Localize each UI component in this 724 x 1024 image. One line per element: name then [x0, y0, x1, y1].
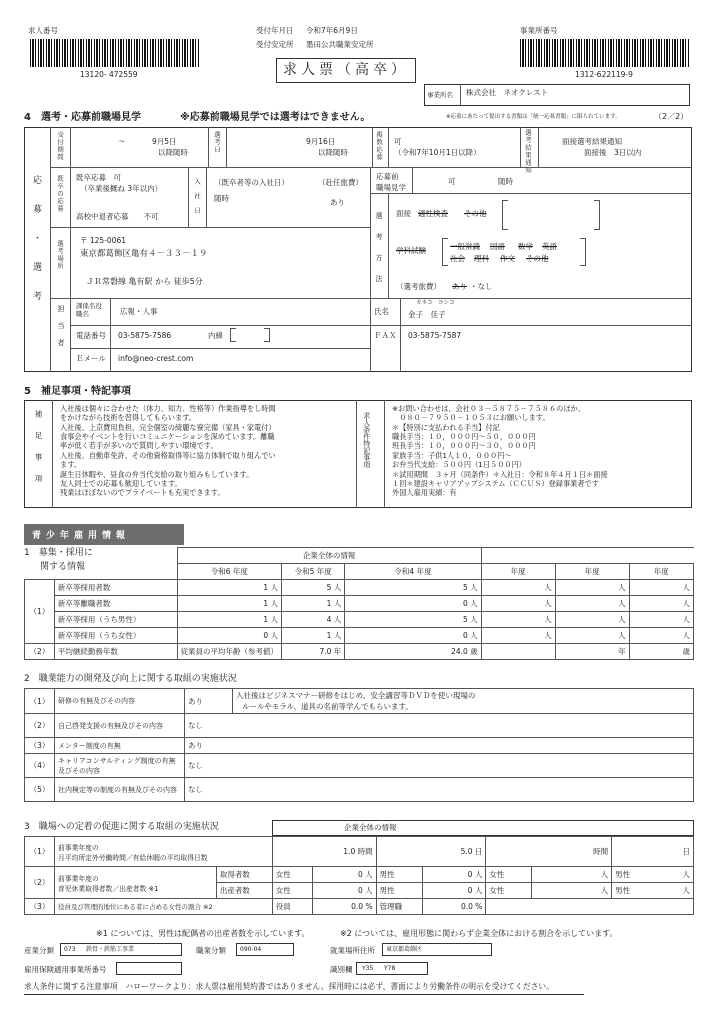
ind-code: 073 — [64, 946, 76, 953]
sel-date2: 以降随時 — [318, 148, 348, 157]
tel-label: 電話番号 — [76, 331, 106, 340]
join-label: 入社日 — [193, 178, 201, 222]
visit-label2: 職場見学 — [376, 183, 406, 192]
cell: 1 人 — [177, 580, 282, 596]
t1-title1: 1 募集・採用に — [24, 548, 93, 558]
access: ＪＲ常磐線 亀有駅 から 徒歩5分 — [86, 277, 203, 286]
name: 金子 佳子 — [408, 310, 446, 319]
cell: 人 — [555, 580, 629, 596]
s3-r2-label2: 育児休業取得者数／出産者数 — [57, 884, 147, 893]
retention-table — [24, 836, 694, 915]
s4-sub: ※応募前職場見学では選考はできません。 — [180, 112, 371, 123]
caution: 求人条件に関する注意事項 ハローワークより：求人票は雇用契約書ではありません。採用時には必ず、書面により労働条件の明示を受けてください。 — [24, 982, 555, 991]
year-5: 年度 — [629, 564, 693, 580]
multi2: （令和7年10月1日以降） — [394, 148, 481, 157]
hiring-table — [24, 547, 694, 660]
s5-mid: 求人条件特記事項 — [362, 412, 371, 468]
dept: 広報・人事 — [120, 307, 158, 316]
ext-label: 内線 — [208, 331, 223, 340]
ind-label: 産業分類 — [24, 946, 54, 955]
company-header: 企業全体の情報 — [177, 548, 481, 564]
table-row — [25, 612, 694, 628]
birth-male: 0 人 — [422, 883, 486, 899]
cell: 人 — [555, 628, 629, 644]
office: 墨田公共職業安定所 — [306, 40, 374, 49]
multi: 可 — [394, 137, 402, 146]
sel-date: 9月16日 — [306, 137, 336, 146]
table-row — [25, 580, 694, 596]
row-label: 新卒等採用（うち女性） — [54, 628, 177, 644]
m-fit: 適性検査 — [418, 209, 448, 218]
male: 男性 — [376, 883, 422, 899]
s3-r2-label1: 前事業年度の — [57, 874, 99, 883]
birth-female: 0 人 — [312, 883, 376, 899]
cell: 1 人 — [282, 628, 345, 644]
cell: 人 — [682, 870, 690, 879]
s2-n: （2） — [25, 714, 55, 738]
table-row — [25, 778, 694, 802]
female: 女性 — [486, 867, 532, 883]
ident1: Y35 — [362, 965, 374, 972]
female: 女性 — [486, 883, 532, 899]
table-row — [25, 644, 694, 660]
age3: 年 — [555, 644, 629, 660]
travel2-a: あり — [452, 282, 467, 291]
result1: 面接選考結果通知 — [562, 137, 622, 146]
cell: 5 人 — [345, 612, 481, 628]
period-from: 9月5日 — [152, 137, 177, 146]
s2-label: メンター制度の有無 — [55, 738, 185, 754]
s3-r1-label2: 月平均所定外労働時間／有給休暇の平均取得日数 — [57, 853, 208, 862]
age2: 24.0 歳 — [345, 644, 481, 660]
grad1: 既卒応募 可 — [76, 173, 121, 182]
ident2: Y78 — [384, 965, 396, 972]
exam-4: 英語 — [542, 242, 557, 251]
ins-label: 雇用保険適用事業所番号 — [24, 965, 107, 974]
officer: 役員 — [272, 899, 312, 915]
row-label: 新卒等採用者数 — [54, 580, 177, 596]
biz-no: 1312-622119-9 — [575, 70, 633, 79]
foot2: ※2 については、雇用形態に関わらず企業全体における割合を示しています。 — [340, 929, 618, 938]
job-no-barcode — [30, 39, 200, 67]
s2-v: なし — [185, 778, 694, 802]
cell: 0 人 — [345, 628, 481, 644]
biz-name-box — [424, 84, 690, 106]
training-table — [24, 688, 694, 802]
ind: 鉄骨・鉄筋工事業 — [86, 946, 135, 953]
s2-v: なし — [185, 714, 694, 738]
take-label: 取得者数 — [216, 867, 272, 883]
job-label: 職業分類 — [196, 946, 226, 955]
result-label: 選考結果通知 — [524, 129, 532, 174]
cell: 1 人 — [282, 596, 345, 612]
job-no-label: 求人番号 — [28, 26, 58, 35]
s3-r2-note: ※1 — [148, 884, 159, 893]
s3-r1-v4: 日 — [612, 837, 694, 867]
s5-left-text: 入社後は個々に合わせた（体力、知力、性格等）作業指導をし時間 をかけながら技術を習得してもらいます。 入社後、上京費用負担、完全個室の綺麗な寮完備（家具・家電付） 食事会やイベントを行いコミュニケーションを深めています。離職 率が低く若手が多いので質問しやすい環境です。 入社後、自動車免許、その他資格取得等に協力体制で取り組んでい ます。 誕生日休暇や、昼食の弁当代支給の取り組みもしています。 友人同士での応募も歓迎しています。 残業はほぼないのでプライベートも充実できます。 — [60, 404, 276, 498]
s2-label: キャリアコンサルティング制度の有無及びその内容 — [55, 754, 185, 778]
s5-side: 補足事項 — [34, 410, 43, 496]
s3-company: 企業全体の情報 — [344, 823, 397, 832]
female: 女性 — [272, 883, 312, 899]
grad2: （卒業後概ね 3年以内） — [80, 184, 163, 193]
cell: 人 — [682, 886, 690, 895]
s5-title: 5 補足事項・特記事項 — [24, 386, 131, 397]
exam-7: 作文 — [500, 254, 515, 263]
s3-n3: （3） — [25, 899, 55, 915]
name-kana: カネコ ヨシコ — [416, 300, 455, 306]
s3-r1-v3: 時間 — [486, 837, 612, 867]
fax-label: ＦＡＸ — [374, 331, 397, 340]
method-label: 選考方法 — [375, 212, 383, 296]
fax: 03-5875-7587 — [408, 331, 462, 340]
cell: 5 人 — [345, 580, 481, 596]
period-from2: 以降随時 — [158, 148, 188, 157]
page-no: （2／2） — [654, 112, 689, 121]
male: 男性 — [376, 867, 422, 883]
table-row — [25, 899, 694, 915]
travel: あり — [330, 198, 345, 207]
table-row — [25, 754, 694, 778]
year-3: 年度 — [481, 564, 555, 580]
s3-r3-label: 役員及び管理的地位にある者に占める女性の割合 — [57, 903, 201, 911]
age-label: 従業員の平均年齢（参考値） — [177, 644, 282, 660]
cell: 人 — [481, 580, 555, 596]
exam-1: 一般常識 — [450, 242, 480, 251]
cell: 4 人 — [282, 612, 345, 628]
visit: 可 — [448, 177, 456, 186]
s2-n: （5） — [25, 778, 55, 802]
cell: 人 — [555, 612, 629, 628]
exam-8: その他 — [526, 254, 549, 263]
ident-label: 識別欄 — [330, 965, 353, 974]
mail: info@neo-crest.com — [118, 354, 194, 363]
place: 東京都葛飾区 — [386, 946, 423, 953]
ext-bracket-r — [264, 328, 270, 342]
travel2-label: （選考旅費） — [396, 282, 441, 291]
num1: （1） — [25, 580, 55, 644]
bracket-l2 — [442, 238, 448, 266]
dept-label: 課係名役職名 — [76, 302, 102, 319]
manager: 管理職 — [376, 899, 422, 915]
m-interview: 面接 — [396, 209, 411, 218]
visit2: 随時 — [498, 177, 513, 186]
cell: 0 人 — [345, 596, 481, 612]
bracket-r2 — [580, 238, 586, 266]
s3-r1-label1: 前事業年度の — [57, 843, 99, 852]
s3-n1: （1） — [25, 837, 55, 867]
visit-label1: 応募前 — [376, 172, 399, 181]
cell: 人 — [629, 628, 693, 644]
exam-6: 理科 — [474, 254, 489, 263]
cell: 人 — [481, 596, 555, 612]
cell: 1 人 — [177, 612, 282, 628]
tel: 03-5875-7586 — [118, 331, 172, 340]
zip: 〒 125-0061 — [80, 236, 126, 245]
period-tilde: 〜 — [118, 137, 126, 146]
table-row — [25, 689, 694, 714]
recv-label: 受付年月日 — [256, 26, 294, 35]
travel2-b: ・なし — [470, 282, 493, 291]
s3-n2: （2） — [25, 867, 55, 899]
s2-d1: 入社後はビジネスマナー研修をはじめ、安全講習等ＤＶＤを使い現場の — [236, 691, 476, 700]
page-title: 求人票（高卒） — [283, 62, 409, 78]
birth-label: 出産者数 — [216, 883, 272, 899]
m-exam: 学科試験 — [396, 246, 426, 255]
s2-label: 自己啓発支援の有無及びその内容 — [55, 714, 185, 738]
biz-no-label: 事業所番号 — [520, 26, 558, 35]
s4-title: 4 選考・応募前職場見学 — [24, 112, 141, 123]
s2-n: （4） — [25, 754, 55, 778]
year-2: 令和4 年度 — [345, 564, 481, 580]
cell: 人 — [481, 628, 555, 644]
exam-3: 数学 — [518, 242, 533, 251]
s2-n: （3） — [25, 738, 55, 754]
officer-v: 0.0 % — [312, 899, 376, 915]
take-male: 0 人 — [422, 867, 486, 883]
ext-bracket-l — [230, 328, 236, 342]
cell: 人 — [629, 612, 693, 628]
grad-label: 既卒の応募 — [56, 175, 64, 213]
bracket-r1 — [594, 200, 600, 230]
period-label: 受付期間 — [56, 131, 64, 161]
s3-r1-v1: 1.0 時間 — [272, 837, 376, 867]
s2-v: あり — [185, 689, 233, 714]
youth-banner: 青少年雇用情報 — [24, 524, 184, 545]
office-label: 受付安定所 — [256, 40, 294, 49]
manager-v: 0.0 % — [422, 899, 486, 915]
s3-r1-v2: 5.0 日 — [376, 837, 486, 867]
male: 男性 — [615, 870, 631, 879]
join1: （既卒者等の入社日） — [214, 178, 289, 187]
m-other: その他 — [464, 209, 487, 218]
age4: 歳 — [629, 644, 693, 660]
recv-date: 令和7年6月9日 — [306, 26, 358, 35]
cell: 0 人 — [177, 628, 282, 644]
table-row — [25, 738, 694, 754]
cell: 人 — [481, 612, 555, 628]
row-label: 新卒等離職者数 — [54, 596, 177, 612]
biz-no-barcode — [520, 39, 690, 67]
cell: 人 — [629, 596, 693, 612]
place-label: 選考場所 — [56, 240, 64, 270]
year-4: 年度 — [555, 564, 629, 580]
exam-2: 国語 — [490, 242, 505, 251]
table-row — [25, 867, 694, 883]
addr: 東京都葛飾区亀有４－３３－１９ — [80, 249, 208, 259]
s3-title: 3 職場への定着の促進に関する取組の実施状況 — [24, 822, 219, 832]
s2-v: あり — [185, 738, 694, 754]
s4-side: 応募・選考 — [31, 175, 41, 320]
s2-d2: ルールやモラル、道具の名前等学んでもらいます。 — [242, 702, 413, 711]
s3-company-box — [272, 820, 694, 836]
cell: 5 人 — [282, 580, 345, 596]
cell: 人 — [532, 867, 612, 883]
t1-title2: 関する情報 — [40, 562, 86, 572]
tenure-label: 平均継続勤務年数 — [54, 644, 177, 660]
sel-date-label: 選考日 — [213, 131, 221, 154]
name-label: 氏名 — [374, 307, 389, 316]
s2-n: （1） — [25, 689, 55, 714]
foot1: ※1 については、男性は配偶者の出産者数を示しています。 — [96, 929, 310, 938]
year-0: 令和6 年度 — [177, 564, 282, 580]
s2-v: なし — [185, 754, 694, 778]
result2: 面接後 3日以内 — [584, 148, 642, 157]
s2-label: 研修の有無及びその内容 — [55, 689, 185, 714]
cell: 1 人 — [177, 596, 282, 612]
mail-label: Ｅメール — [76, 354, 106, 363]
s3-r3-note: ※2 — [203, 903, 213, 911]
female: 女性 — [272, 867, 312, 883]
take-female: 0 人 — [312, 867, 376, 883]
s5-right-text: ※お問い合わせは、会社０３－５８７５－７５８６のほか、 ０８０－７９５０－１０５３にお願いします。 ＊【特別に支払われる手当】付記 職長手当：１０，０００円～５０，０００円 班長手当：１０，０００円～３０，０００円 家族手当：子供1人１０，０００円～ お弁当代支給：５００円（1日５００円） ＊試用期間 ３ヶ月（同条件）＊入社日：令和８年４月１日＊面接 １回＊建設キャリアアップシステム（ＣＣＵＳ）登録事業者です 外国人雇用実績：有 — [392, 404, 608, 498]
join2: 随時 — [214, 194, 229, 203]
age1: 7.0 年 — [282, 644, 345, 660]
s2-title: 2 職業能力の開発及び向上に関する取組の実施状況 — [24, 674, 237, 684]
job-no: 13120- 472559 — [80, 70, 138, 79]
cell: 人 — [629, 580, 693, 596]
ins-box — [116, 962, 182, 975]
exam-5: 社会 — [450, 254, 465, 263]
note: ※応募にあたって提出する書類は「統一応募書類」に限られています。 — [446, 114, 621, 120]
travel-label: （赴任旅費） — [318, 178, 363, 187]
num2: （2） — [25, 644, 55, 660]
row-label: 新卒等採用（うち男性） — [54, 612, 177, 628]
s2-label: 社内検定等の制度の有無及びその内容 — [55, 778, 185, 802]
table-row — [25, 714, 694, 738]
multi-label: 複数応募 — [375, 131, 383, 161]
cell: 人 — [555, 596, 629, 612]
biz-name: 株式会社 ネオクレスト — [466, 88, 549, 97]
table-row — [25, 628, 694, 644]
bracket-l1 — [502, 200, 508, 230]
table-row — [25, 837, 694, 867]
male: 男性 — [615, 886, 631, 895]
job-code: 090-04 — [240, 946, 262, 953]
biz-name-label: 事業所名 — [427, 91, 453, 99]
cell: 人 — [532, 883, 612, 899]
place-label: 就業場所住所 — [330, 946, 375, 955]
grad3: 高校中退者応募 不可 — [76, 212, 159, 221]
table-row — [25, 596, 694, 612]
resp-label: 担当者 — [57, 305, 65, 356]
year-1: 令和5 年度 — [282, 564, 345, 580]
